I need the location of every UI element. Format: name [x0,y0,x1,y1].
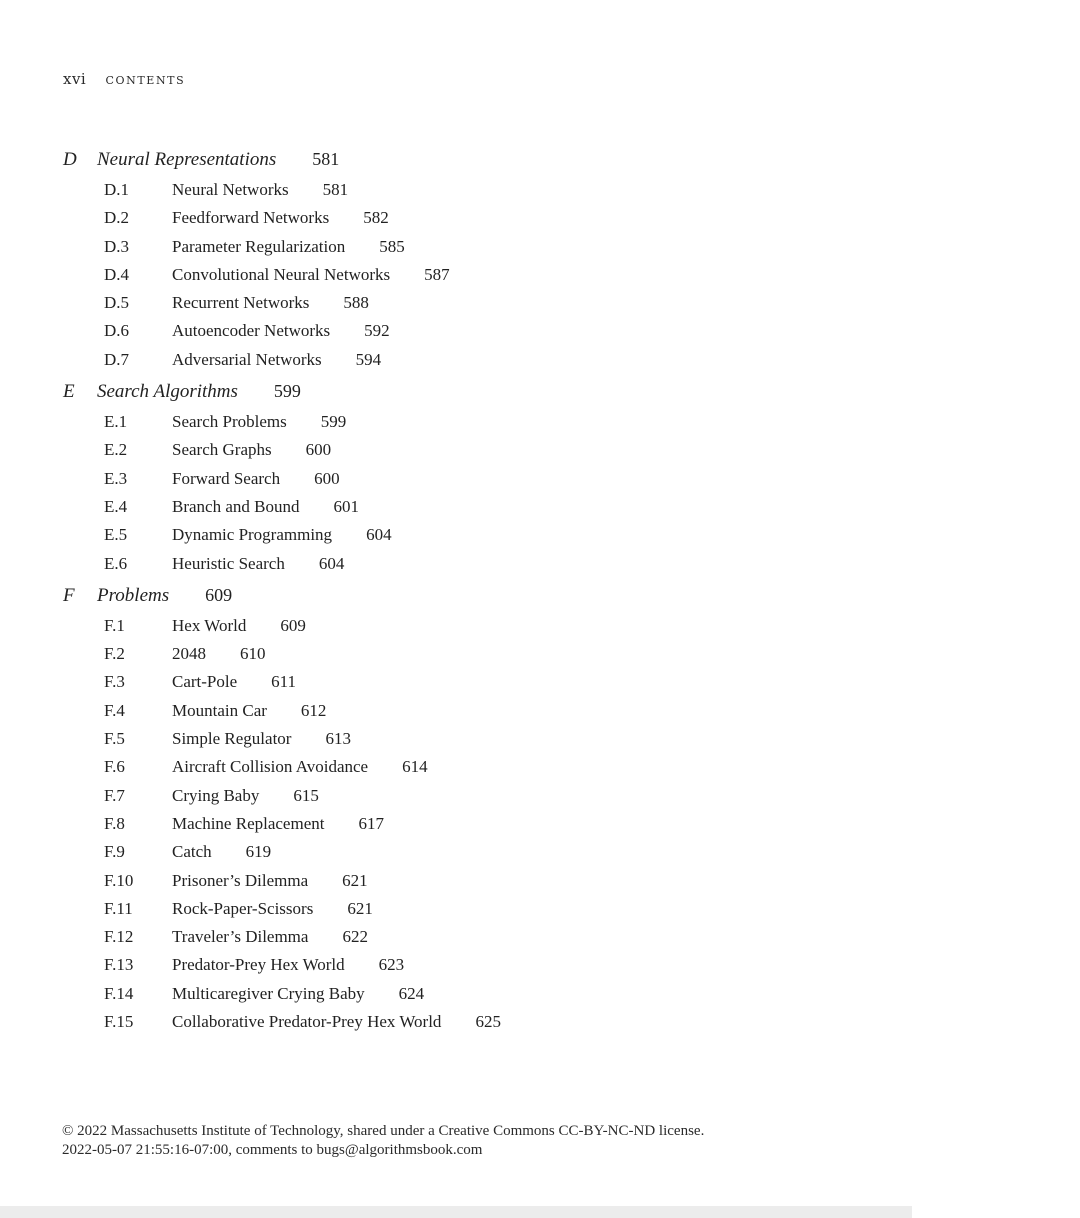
toc-section[interactable] [63,697,963,725]
toc-section[interactable] [63,725,963,753]
toc-section[interactable] [63,317,963,345]
section-number: F.10 [104,870,134,890]
section-page: 615 [293,785,319,805]
toc-section[interactable] [63,951,963,979]
section-page: 621 [347,898,373,918]
section-page: 594 [355,349,382,369]
section-number: E.2 [104,440,128,460]
section-number: F.12 [104,927,134,947]
toc-section[interactable] [63,980,963,1008]
toc-section[interactable] [63,436,963,464]
toc-section[interactable] [63,612,963,640]
section-title: Branch and Bound [172,496,300,516]
section-title: Forward Search [172,468,281,488]
section-page: 611 [271,672,297,692]
section-page: 609 [280,615,306,635]
toc-section[interactable] [63,204,963,232]
section-title: Multicaregiver Crying Baby [172,983,365,1003]
toc-section[interactable] [63,867,963,895]
section-title: Neural Networks [172,180,289,199]
section-page: 587 [424,264,450,284]
section-page: 601 [333,496,359,516]
section-page: 621 [342,870,368,890]
toc-section[interactable] [63,1008,963,1036]
section-title: Cart-Pole [172,672,238,692]
section-number: D.2 [104,208,130,228]
section-number: E.4 [104,496,128,516]
toc-section[interactable] [63,668,963,696]
section-page: 622 [342,927,368,947]
section-title: Aircraft Collision Avoidance [172,757,369,777]
toc-section[interactable] [63,550,963,578]
section-title: Recurrent Networks [172,293,310,313]
table-of-contents [63,142,963,1036]
toc-section[interactable] [63,346,963,374]
section-page: 604 [318,553,345,573]
chapter-page: 609 [205,584,233,605]
section-number: F.4 [104,700,125,720]
section-page: 610 [240,644,266,664]
page-bottom-edge [0,1206,912,1218]
chapter-page: 581 [312,149,340,169]
section-page: 623 [378,955,405,975]
section-number: D.3 [104,236,130,256]
section-number: F.8 [104,813,125,833]
section-number: E.1 [104,412,128,432]
chapter-title: Problems [97,584,170,606]
toc-chapter[interactable] [63,142,963,176]
section-title: Heuristic Search [172,553,285,573]
section-title: Crying Baby [172,785,260,805]
toc-section[interactable] [63,465,963,493]
section-number: F.2 [104,644,125,664]
section-number: E.3 [104,468,128,488]
section-title: Collaborative Predator-Prey Hex World [172,1012,442,1032]
toc-section[interactable] [63,261,963,289]
section-title: Prisoner’s Dilemma [172,870,309,890]
section-number: F.9 [104,842,125,862]
section-title: Simple Regulator [172,729,292,749]
section-number: F.11 [104,898,133,918]
page-footer [62,1122,704,1160]
chapter-label: F [63,584,75,606]
section-page: 588 [343,293,369,313]
chapter-page: 599 [273,381,301,402]
section-number: F.3 [104,672,125,692]
section-page: 604 [366,525,392,545]
toc-section[interactable] [63,521,963,549]
toc-section[interactable] [63,923,963,951]
section-page: 614 [402,757,428,777]
section-title: Catch [172,842,212,862]
toc-chapter[interactable] [63,374,963,408]
running-head [63,70,185,88]
section-page: 613 [325,729,351,749]
section-page: 599 [320,412,347,432]
section-number: D.1 [104,180,130,199]
chapter-title: Search Algorithms [97,381,238,403]
section-title: Mountain Car [172,700,267,720]
copyright-notice: © 2022 Massachusetts Institute of Technology, shared under a Creative Commons CC-BY-NC-ND license. [62,1123,705,1139]
toc-section[interactable] [63,176,963,204]
toc-section[interactable] [63,640,963,668]
toc-section[interactable] [63,233,963,261]
section-page: 592 [364,321,390,341]
section-title: Feedforward Networks [172,208,330,228]
section-title: Search Graphs [172,440,272,460]
toc-section[interactable] [63,895,963,923]
toc-section[interactable] [63,810,963,838]
section-page: 581 [322,180,349,199]
section-title: Parameter Regularization [172,236,346,256]
toc-section[interactable] [63,838,963,866]
section-title: Hex World [172,615,247,635]
section-title: Search Problems [172,412,287,432]
page-number: xvi [63,70,87,88]
toc-chapter[interactable] [63,578,963,612]
section-title: Rock-Paper-Scissors [172,898,314,918]
section-page: 600 [314,468,340,488]
section-title: Dynamic Programming [172,525,333,545]
section-number: F.1 [104,615,125,635]
section-number: E.6 [104,553,128,573]
section-number: D.5 [104,293,130,313]
section-page: 624 [398,983,425,1003]
section-number: F.13 [104,955,134,975]
section-title: Machine Replacement [172,813,325,833]
section-number: F.14 [104,983,134,1003]
section-number: D.7 [104,349,130,369]
build-info: 2022-05-07 21:55:16-07:00, comments to bugs@algorithmsbook.com [62,1142,483,1158]
section-title: Autoencoder Networks [172,321,331,341]
section-number: E.5 [104,525,128,545]
section-page: 617 [358,813,384,833]
section-number: F.7 [104,785,125,805]
section-page: 612 [300,700,327,720]
toc-section[interactable] [63,753,963,781]
toc-section[interactable] [63,289,963,317]
section-title: Adversarial Networks [172,349,322,369]
section-number: D.6 [104,321,130,341]
section-page: 585 [379,236,405,256]
section-number: F.15 [104,1012,134,1032]
section-number: F.5 [104,729,125,749]
section-title: Convolutional Neural Networks [172,264,391,284]
chapter-title: Neural Representations [97,149,277,170]
section-page: 582 [363,208,389,228]
section-number: D.4 [104,264,130,284]
toc-section[interactable] [63,408,963,436]
section-title: Traveler’s Dilemma [172,927,309,947]
section-title: 2048 [172,644,206,664]
section-page: 619 [245,842,272,862]
section-number: F.6 [104,757,125,777]
chapter-label: D [63,149,77,170]
section-title: Predator-Prey Hex World [172,955,345,975]
section-page: 600 [305,440,332,460]
toc-section[interactable] [63,782,963,810]
running-head-title: contents [105,70,186,88]
section-page: 625 [475,1012,501,1032]
toc-section[interactable] [63,493,963,521]
chapter-label: E [63,381,75,403]
